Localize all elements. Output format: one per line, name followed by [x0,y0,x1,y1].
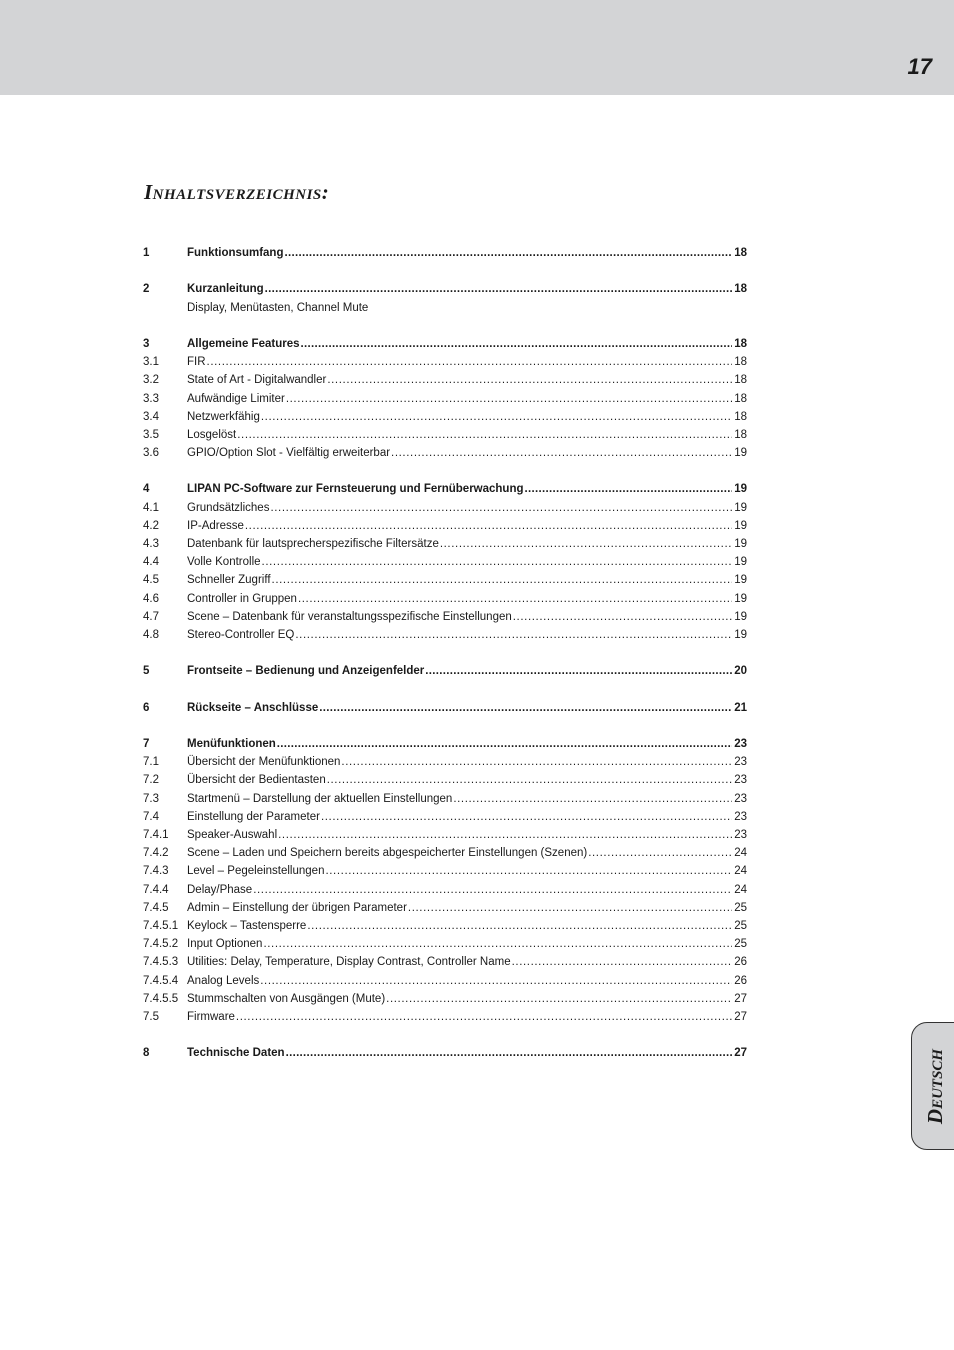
toc-entry-page: 18 [734,410,747,423]
toc-entry-title: Funktionsumfang [187,247,284,259]
dot-leader [407,899,732,917]
toc-entry-number: 7.4.3 [143,865,169,878]
dot-leader [244,517,732,535]
toc-entry-number: 7.4.5.3 [143,956,179,969]
toc-entry-title: Kurzanleitung [187,283,264,296]
page-number: 17 [907,54,932,79]
toc-entry-page: 19 [734,538,747,550]
toc-entry-page: 18 [734,374,747,387]
dot-leader [324,862,732,880]
toc-entry-title: Rückseite – Anschlüsse [187,701,319,714]
toc-entry-page: 19 [734,574,747,587]
toc-entry-title: Volle Kontrolle [187,556,261,569]
header-band [0,0,954,95]
dot-leader [252,881,732,899]
toc-entry[interactable] [143,626,747,644]
dot-leader [271,571,733,589]
toc-entry[interactable] [143,881,747,899]
toc-entry[interactable] [143,953,747,971]
toc-entry[interactable] [143,990,747,1008]
toc-title: Inhaltsverzeichnis: [144,180,330,204]
toc-entry-page: 24 [734,883,747,896]
toc-entry[interactable] [143,972,747,990]
toc-entry-title: Scene – Laden und Speichern bereits abgespeicherter Einstellungen (Szenen) [187,847,588,860]
toc-entry-page: 19 [734,628,747,641]
dot-leader [285,1044,733,1062]
toc-entry-title: Delay/Phase [187,883,253,896]
toc-entry-page: 23 [734,810,747,823]
toc-entry-number: 7.4.1 [143,829,169,841]
dot-leader [340,753,732,771]
toc-entry-title: Frontseite – Bedienung und Anzeigenfelder [187,665,425,678]
toc-entry-title: Netzwerkfähig [187,410,260,423]
language-tab-label: Deutsch [923,1048,948,1124]
toc-entry[interactable] [143,480,747,498]
toc-entry-number: 3.1 [143,356,159,369]
toc-entry-title: Schneller Zugriff [187,574,271,587]
toc-entry-title: Menüfunktionen [187,738,276,751]
toc-entry-page: 18 [734,428,747,441]
toc-entry-page: 23 [734,774,747,787]
toc-entry-title: LIPAN PC-Software zur Fernsteuerung und Fernüberwachung [187,483,524,496]
toc-entry-title: Level – Pegeleinstellungen [187,865,325,878]
toc-entry-title: Admin – Einstellung der übrigen Parameter [187,901,407,914]
toc-entry-page: 19 [734,519,747,532]
toc-entry-number: 7.2 [143,774,159,787]
toc-entry-title: Stereo-Controller EQ [187,628,295,641]
dot-leader [206,353,733,371]
toc-entry-number: 3.3 [143,392,159,405]
dot-leader [424,662,732,680]
toc-entry-title: GPIO/Option Slot - Vielfältig erweiterbar [187,447,391,460]
toc-entry-number: 4.6 [143,592,159,605]
dot-leader [318,699,732,717]
toc-entry-title: FIR [187,356,206,369]
toc-entry-page: 23 [734,829,747,841]
toc-entry[interactable] [143,280,747,298]
toc-entry-title: State of Art - Digitalwandler [187,374,327,387]
toc-entry[interactable] [143,735,747,753]
toc-entry-page: 23 [734,756,747,769]
dot-leader [439,535,732,553]
toc-entry[interactable] [143,899,747,917]
toc-entry-number: 3.2 [143,374,159,387]
toc-entry-title: Input Optionen [187,938,263,951]
toc-entry-number: 4.5 [143,574,159,587]
toc-entry[interactable] [143,771,747,789]
dot-leader [259,972,732,990]
toc-entry-title: Einstellung der Parameter [187,810,320,823]
toc-entry-page: 26 [734,974,747,987]
toc-entry-number: 3.4 [143,410,159,423]
dot-leader [306,917,732,935]
toc-entry-title: Speaker-Auswahl [187,829,278,841]
dot-leader [262,935,732,953]
toc-entry[interactable] [143,444,747,462]
toc-entry[interactable] [143,426,747,444]
toc-entry-page: 25 [734,901,747,914]
dot-leader [320,808,732,826]
toc-entry-page: 19 [734,610,747,623]
toc-entry-title: Firmware [187,1010,235,1023]
toc-entry-number: 8 [143,1047,150,1060]
toc-entry-title: Utilities: Delay, Temperature, Display Contrast, Controller Name [187,956,511,969]
toc-entry[interactable] [143,862,747,880]
toc-entry-number: 4.1 [143,501,159,514]
dot-leader [326,771,732,789]
toc-entry-page: 18 [734,283,747,296]
toc-entry[interactable] [143,499,747,517]
dot-leader [524,480,733,498]
toc-entry-number: 7.4.5.2 [143,938,179,951]
toc-entry[interactable] [143,371,747,389]
toc-entry[interactable] [143,790,747,808]
toc-entry[interactable] [143,826,747,844]
dot-leader [299,335,732,353]
toc-entry[interactable] [143,553,747,571]
dot-leader [390,444,732,462]
dot-leader [235,1008,732,1026]
toc-entry-page: 24 [734,865,747,878]
toc-entry[interactable] [143,390,747,408]
toc-entry[interactable] [143,353,747,371]
toc-entry-page: 19 [734,447,747,460]
toc-entry-title: Allgemeine Features [187,337,300,350]
toc-entry-page: 21 [734,701,747,714]
toc-entry[interactable] [143,1008,747,1026]
toc-entry-title: Technische Daten [187,1047,285,1060]
dot-leader [512,608,732,626]
dot-leader [285,390,732,408]
toc-entry-subtext: Display, Menütasten, Channel Mute [187,301,369,314]
toc-entry-number: 7.4.5.5 [143,992,179,1005]
dot-leader [297,590,732,608]
toc-entry-number: 4.4 [143,556,159,569]
toc-entry-number: 7 [143,738,150,751]
toc-entry-number: 4.7 [143,610,159,623]
toc-entry-title: Stummschalten von Ausgängen (Mute) [187,992,386,1005]
dot-leader [385,990,732,1008]
toc-entry[interactable] [143,917,747,935]
toc-entry-number: 7.1 [143,756,159,769]
toc-entry[interactable] [143,808,747,826]
toc-entry-number: 5 [143,665,150,678]
toc-entry-page: 19 [734,501,747,514]
toc-entry-page: 25 [734,938,747,951]
toc-entry-title: IP-Adresse [187,519,244,532]
dot-leader [260,408,732,426]
table-of-contents [143,244,747,1062]
toc-entry-number: 7.4 [143,810,159,823]
dot-leader [511,953,733,971]
toc-entry-page: 20 [734,665,747,678]
toc-entry-title: Controller in Gruppen [187,592,297,605]
toc-entry-title: Grundsätzliches [187,501,270,514]
toc-entry[interactable] [143,608,747,626]
toc-entry-title: Losgelöst [187,428,237,441]
toc-entry-page: 19 [734,592,747,605]
dot-leader [269,499,732,517]
toc-entry-page: 19 [734,483,747,496]
toc-entry[interactable] [143,535,747,553]
toc-entry-page: 18 [734,356,747,369]
toc-entry-number: 7.5 [143,1010,159,1023]
toc-entry-number: 4.8 [143,628,159,641]
toc-entry-number: 7.4.5 [143,901,169,914]
toc-entry-number: 3.5 [143,428,159,441]
toc-entry-title: Startmenü – Darstellung der aktuellen Einstellungen [187,792,453,805]
toc-entry[interactable] [143,662,747,680]
toc-entry-title: Datenbank für lautsprecherspezifische Filtersätze [187,538,439,550]
dot-leader [452,790,732,808]
toc-entry[interactable] [143,335,747,353]
dot-leader [326,371,732,389]
toc-entry[interactable] [143,699,747,717]
toc-entry-title: Übersicht der Bedientasten [187,774,326,787]
dot-leader [277,826,732,844]
dot-leader [587,844,732,862]
toc-entry-title: Aufwändige Limiter [187,392,285,405]
dot-leader [294,626,732,644]
toc-entry-title: Übersicht der Menüfunktionen [187,756,341,769]
toc-entry-page: 26 [734,956,747,969]
toc-entry-number: 7.3 [143,792,159,805]
toc-entry-page: 18 [734,247,747,259]
toc-entry-page: 27 [734,992,747,1005]
dot-leader [264,280,733,298]
toc-entry-page: 23 [734,738,747,751]
toc-entry-page: 25 [734,919,747,932]
toc-entry-page: 18 [734,392,747,405]
dot-leader [276,735,732,753]
toc-entry[interactable] [143,753,747,771]
toc-entry-number: 3 [143,337,150,350]
toc-entry-number: 7.4.4 [143,883,169,896]
toc-entry[interactable] [143,1044,747,1062]
toc-entry[interactable] [143,590,747,608]
toc-entry-page: 27 [734,1010,747,1023]
toc-entry-title: Analog Levels [187,974,260,987]
toc-entry-number: 7.4.5.1 [143,919,179,932]
toc-entry-title: Scene – Datenbank für veranstaltungsspezifische Einstellungen [187,610,512,623]
toc-entry[interactable] [143,408,747,426]
dot-leader [283,244,732,262]
toc-entry-page: 24 [734,847,747,860]
language-tab [911,1022,954,1150]
dot-leader [261,553,733,571]
toc-entry-title: Keylock – Tastensperre [187,919,307,932]
toc-entry-number: 3.6 [143,447,159,460]
toc-entry-page: 18 [734,337,747,350]
toc-entry[interactable] [143,244,747,262]
toc-entry[interactable] [143,517,747,535]
toc-entry-page: 19 [734,556,747,569]
toc-entry-number: 7.4.2 [143,847,169,860]
toc-entry-number: 6 [143,701,150,714]
toc-entry[interactable] [143,844,747,862]
toc-entry-number: 2 [143,283,150,296]
toc-entry-number: 4.3 [143,538,159,550]
toc-entry-page: 27 [734,1047,747,1060]
toc-entry-number: 4.2 [143,519,159,532]
dot-leader [236,426,732,444]
toc-entry[interactable] [143,935,747,953]
toc-entry[interactable] [143,571,747,589]
toc-entry-page: 23 [734,792,747,805]
toc-entry-number: 4 [143,483,150,496]
toc-entry-number: 7.4.5.4 [143,974,179,987]
toc-entry-number: 1 [143,247,150,259]
